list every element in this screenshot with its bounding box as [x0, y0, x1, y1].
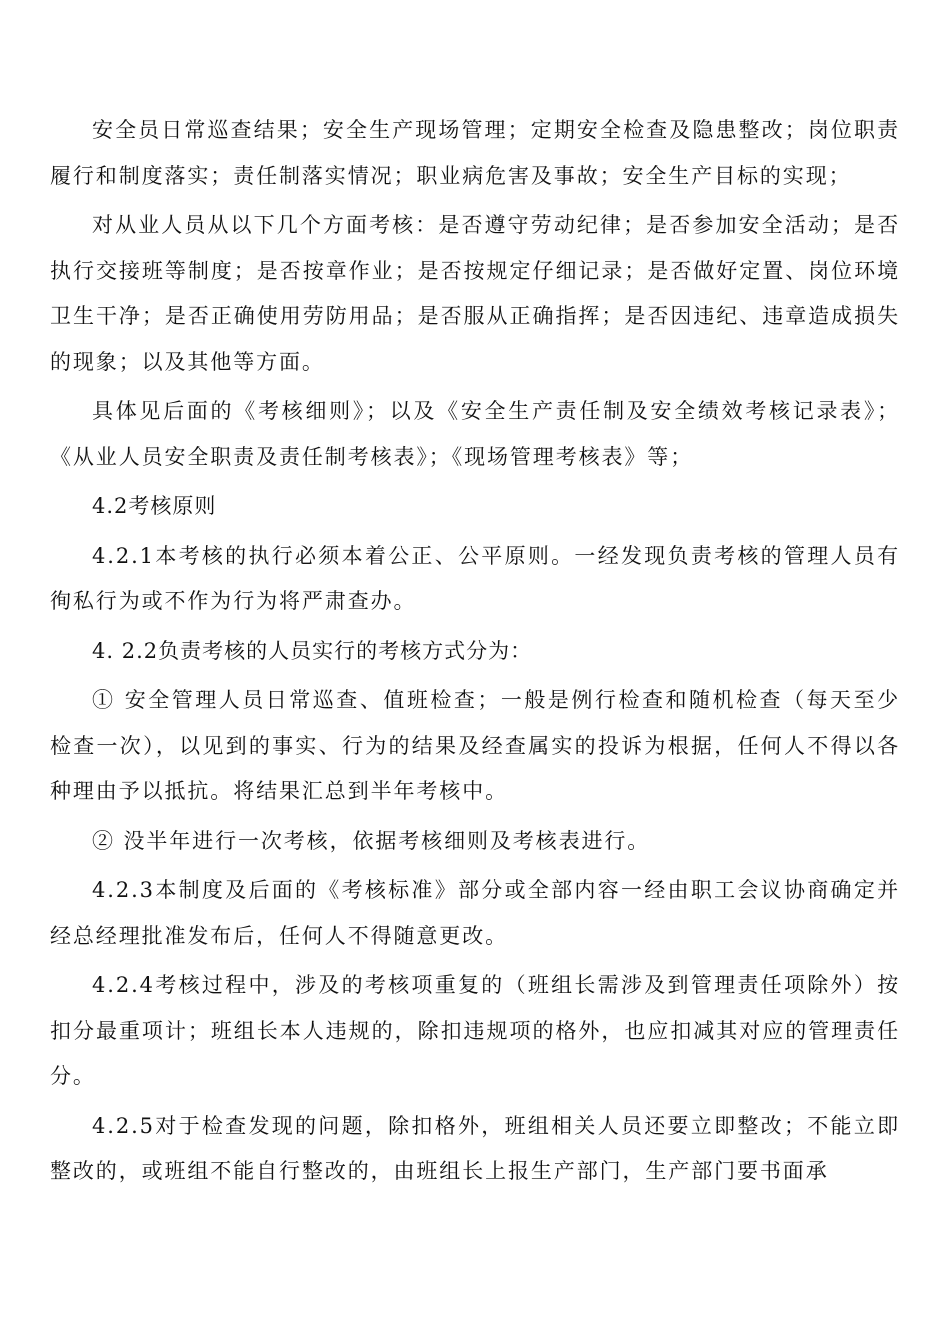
list-item-2: ② 没半年进行一次考核，依据考核细则及考核表进行。: [92, 828, 651, 853]
paragraph-4-2-4: 4.2.4考核过程中，涉及的考核项重复的（班组长需涉及到管理责任项除外）按扣分最重项计；班组长本人违规的，除扣违规项的格外，也应扣减其对应的管理责任分。: [50, 973, 900, 1088]
paragraph-4-2-3: 4.2.3本制度及后面的《考核标准》部分或全部内容一经由职工会议协商确定并经总经理批准发布后，任何人不得随意更改。: [50, 878, 900, 948]
paragraph-4-2-1: 4.2.1本考核的执行必须本着公正、公平原则。一经发现负责考核的管理人员有徇私行为或不作为行为将严肃查办。: [50, 543, 900, 613]
paragraph-4-2-2: 4. 2.2负责考核的人员实行的考核方式分为：: [92, 638, 533, 663]
paragraph-reference-forms: 具体见后面的《考核细则》；以及《安全生产责任制及安全绩效考核记录表》；《从业人员安全职责及责任制考核表》；《现场管理考核表》等；: [50, 399, 900, 469]
document-page: [50, 108, 900, 1199]
paragraph-employee-assessment: 对从业人员从以下几个方面考核：是否遵守劳动纪律；是否参加安全活动；是否执行交接班等制度；是否按章作业；是否按规定仔细记录；是否做好定置、岗位环境卫生干净；是否正确使用劳防用品；是否服从正确指挥；是否因违纪、违章造成损失的现象；以及其他等方面。: [50, 213, 900, 374]
paragraph-4-2-5: 4.2.5对于检查发现的问题，除扣格外，班组相关人员还要立即整改；不能立即整改的，或班组不能自行整改的，由班组长上报生产部门，生产部门要书面承: [50, 1113, 900, 1183]
list-item-1: ① 安全管理人员日常巡查、值班检查；一般是例行检查和随机检查（每天至少检查一次），以见到的事实、行为的结果及经查属实的投诉为根据，任何人不得以各种理由予以抵抗。将结果汇总到半年考核中。: [50, 688, 900, 803]
section-heading-4-2: 4.2考核原则: [92, 494, 217, 518]
paragraph-inspection-scope: 安全员日常巡查结果；安全生产现场管理；定期安全检查及隐患整改；岗位职责履行和制度落实；责任制落实情况；职业病危害及事故；安全生产目标的实现；: [50, 118, 900, 188]
